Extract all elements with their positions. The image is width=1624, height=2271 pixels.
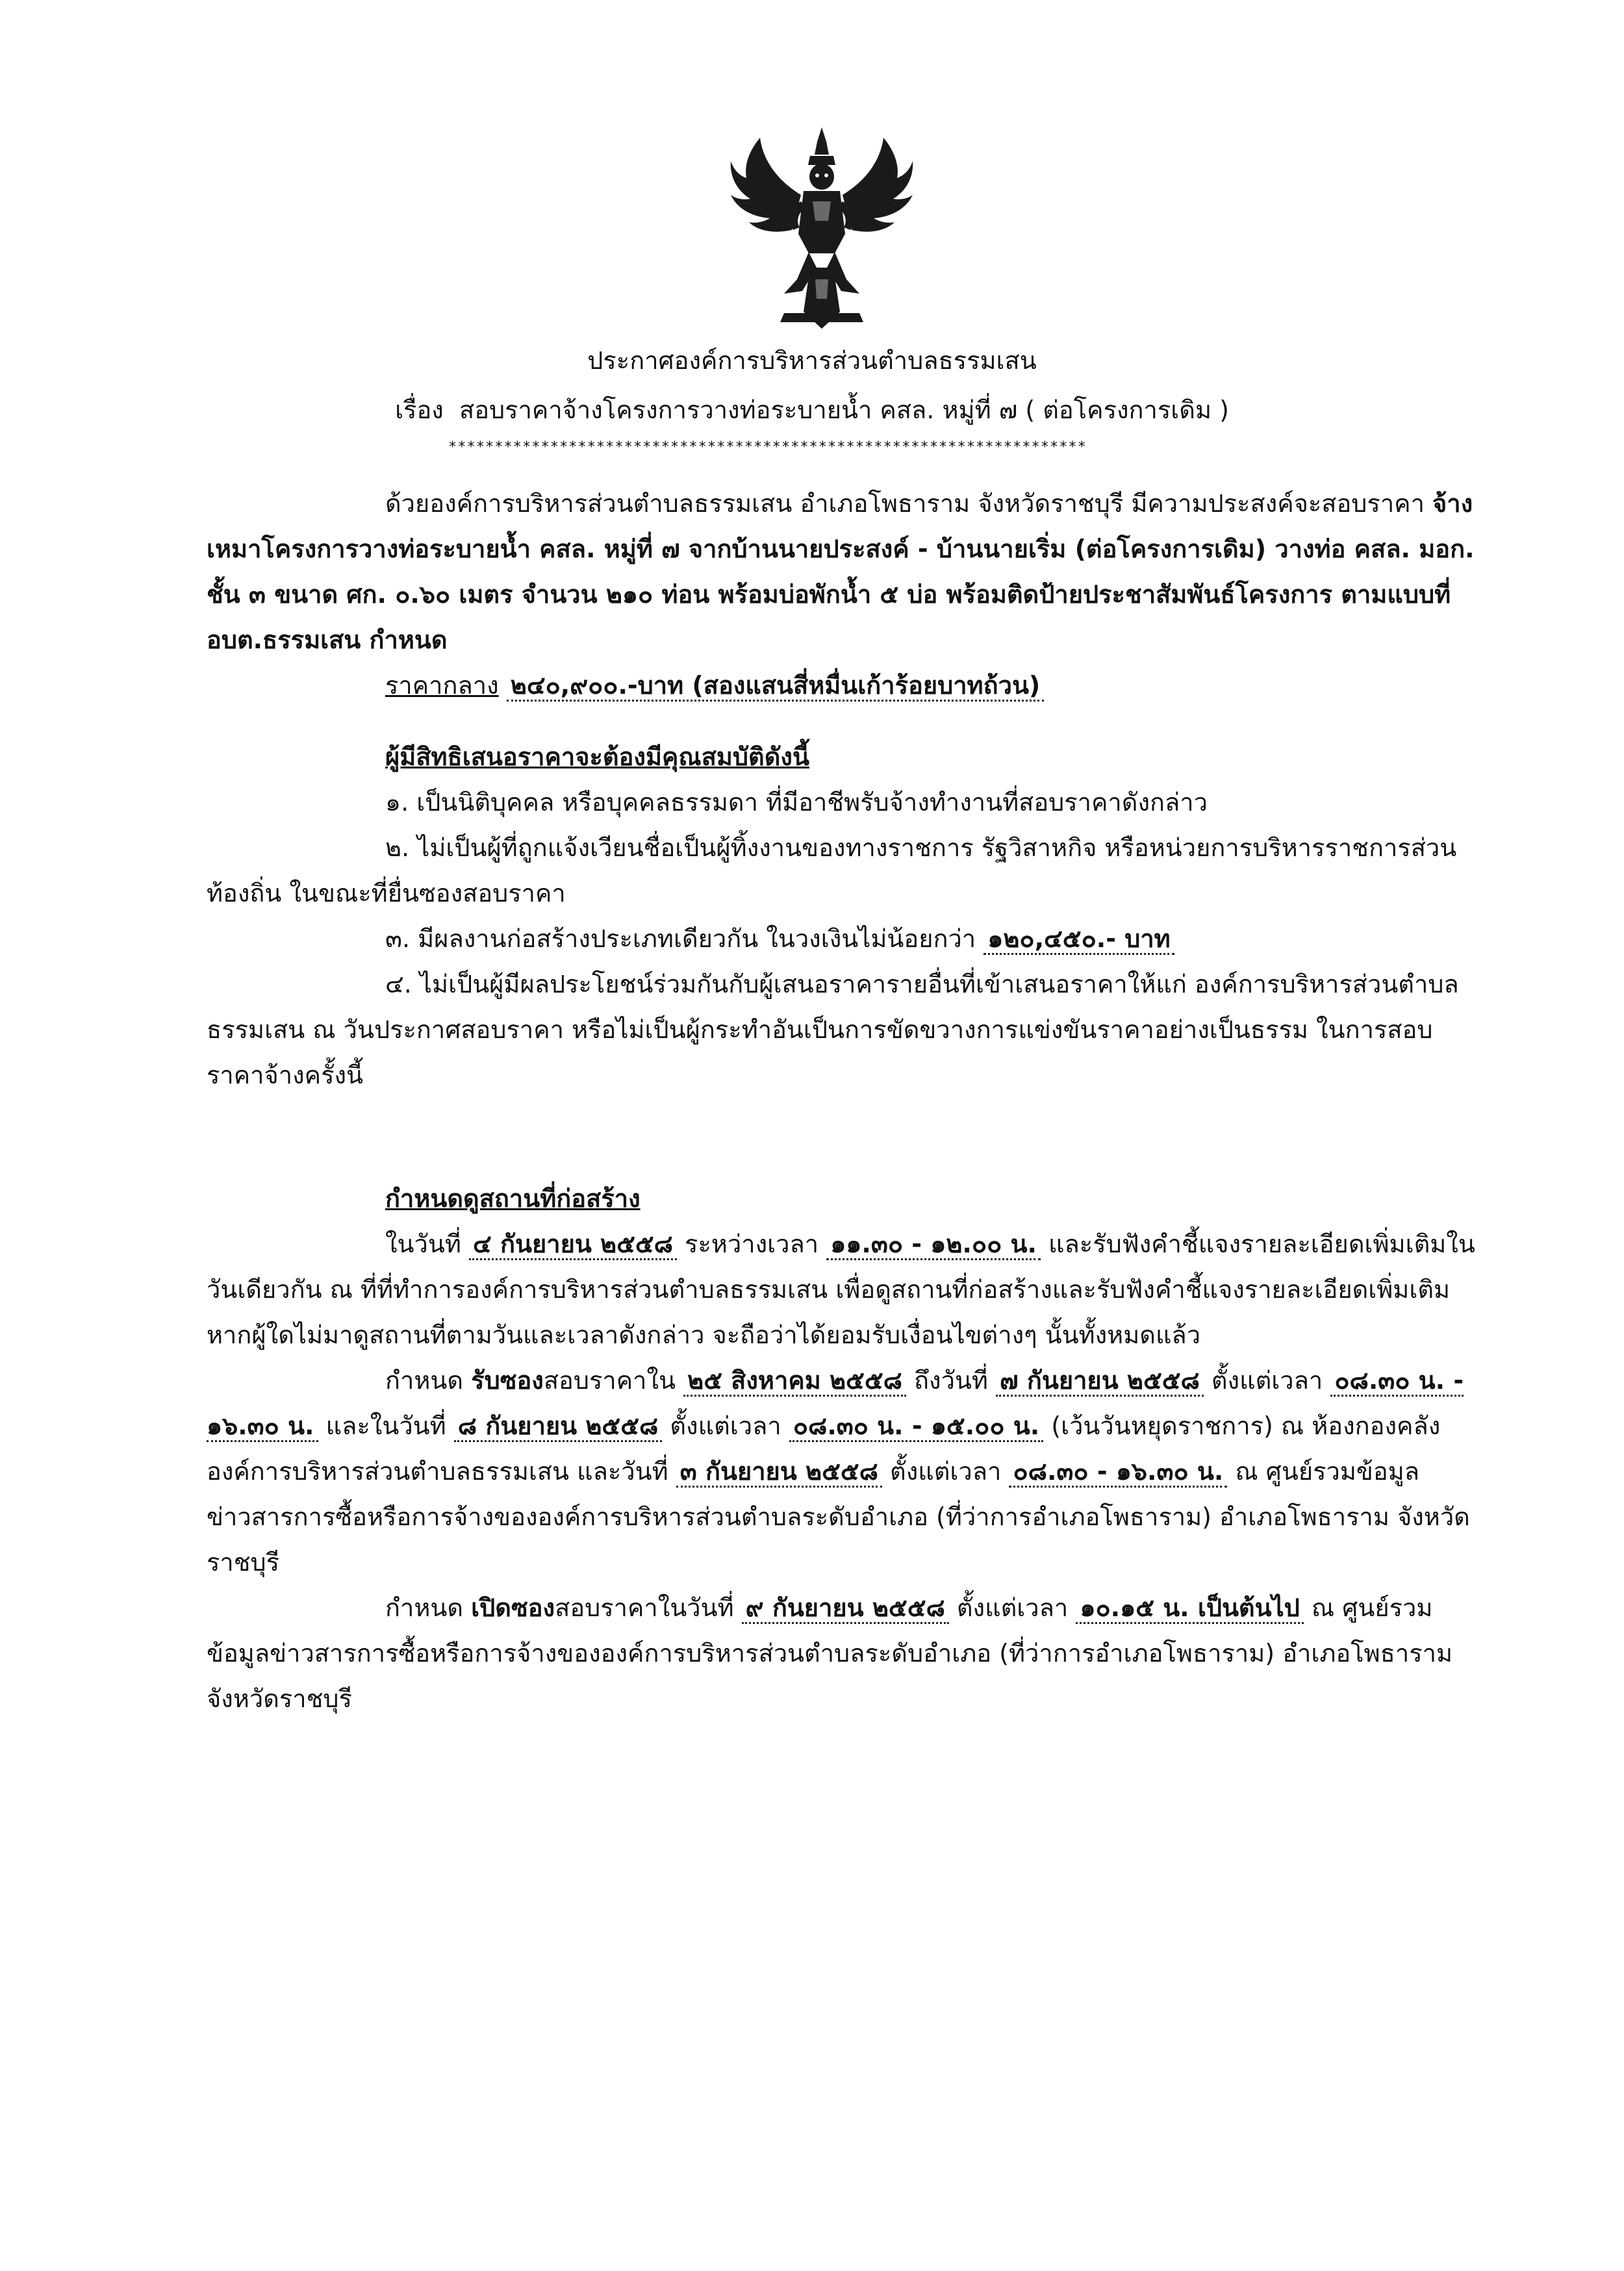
subject-text: สอบราคาจ้างโครงการวางท่อระบายน้ำ คสล. หมู่ที่ ๗ ( ต่อโครงการเดิม ) [459,396,1229,424]
project-description: จ้างเหมาโครงการวางท่อระบายน้ำ คสล. หมู่ที่ ๗ จากบ้านนายประสงค์ - บ้านนายเริ่ม (ต่อโครงการเดิม) วางท่อ คสล. มอก. ชั้น ๓ ขนาด ศก. ๐.๖๐ เมตร จำนวน ๒๑๐ ท่อน พร้อมบ่อพักน้ำ ๕ บ่อ พร้อมติดป้ายประชาสัมพันธ์โครงการ ตามแบบที่ อบต.ธรรมเสน กำหนด [207,489,1475,654]
opening-paragraph [207,1585,1481,1721]
qualification-item-3-value: ๑๒๐,๔๕๐.- บาท [983,924,1174,955]
site-visit-rest: และรับฟังคำชี้แจงรายละเอียดเพิ่มเติมในวันเดียวกัน ณ ที่ที่ทำการองค์การบริหารส่วนตำบลธรรมเสน เพื่อดูสถานที่ก่อสร้างและรับฟังคำชี้แจงรายละเอียดเพิ่มเติม หากผู้ใดไม่มาดูสถานที่ตามวันและเวลาดังกล่าว จะถือว่าได้ยอมรับเงื่อนไขต่างๆ นั้นทั้งหมดแล้ว [207,1230,1475,1349]
submission-time-3: ๐๘.๓๐ - ๑๖.๓๐ น. [1009,1457,1227,1488]
site-visit-section [207,1176,1481,1721]
submission-date-2: ๗ กันยายน ๒๕๕๘ [996,1366,1204,1397]
qualifications-heading: ผู้มีสิทธิเสนอราคาจะต้องมีคุณสมบัติดังนี้ [385,742,809,771]
submission-date-3: ๘ กันยายน ๒๕๕๘ [454,1412,663,1442]
qualification-item-4: ๔. ไม่เป็นผู้มีผลประโยชน์ร่วมกันกับผู้เสนอราคารายอื่นที่เข้าเสนอราคาให้แก่ องค์การบริหารส่วนตำบลธรรมเสน ณ วันประกาศสอบราคา หรือไม่เป็นผู้กระทำอันเป็นการขัดขวางการแข่งขันราคาอย่างเป็นธรรม ในการสอบราคาจ้างครั้งนี้ [207,970,1459,1089]
separator-line: ********************************************************************* [448,439,1087,455]
qualification-item-3-text: ๓. มีผลงานก่อสร้างประเภทเดียวกัน ในวงเงินไม่น้อยกว่า [385,924,976,953]
site-visit-heading: กำหนดดูสถานที่ก่อสร้าง [385,1184,641,1213]
qualification-item-3 [207,916,1481,961]
announcement-subject [0,394,1624,426]
submission-paragraph [207,1358,1481,1585]
site-visit-time: ๑๑.๓๐ - ๑๒.๐๐ น. [826,1230,1041,1260]
intro-lead: ด้วยองค์การบริหารส่วนตำบลธรรมเสน อำเภอโพธาราม จังหวัดราชบุรี มีความประสงค์จะสอบราคา [385,489,1425,518]
submission-t6: (เว้นวันหยุดราชการ) ณ ห้องกองคลัง องค์การบริหารส่วนตำบลธรรมเสน และวันที่ [207,1412,1441,1486]
submission-t2: ถึงวันที่ [914,1366,988,1395]
submission-lead: กำหนด [385,1366,464,1395]
submission-t4: และในวันที่ [325,1412,446,1440]
intro-paragraph [207,481,1481,663]
submission-t1: สอบราคาใน [543,1366,676,1395]
qualification-item-1: ๑. เป็นนิติบุคคล หรือบุคคลธรรมดา ที่มีอาชีพรับจ้างทำงานที่สอบราคาดังกล่าว [385,788,1208,817]
submission-time-1: ๐๘.๓๐ น. - ๑๖.๓๐ น. [207,1366,1464,1442]
submission-bold: รับซอง [471,1366,544,1395]
opening-lead: กำหนด [385,1593,464,1622]
intro-section [207,481,1481,1098]
submission-time-2: ๐๘.๓๐ น. - ๑๕.๐๐ น. [789,1412,1043,1442]
opening-bold: เปิดซอง [471,1593,555,1622]
median-price [207,663,1481,708]
site-visit-date: ๔ กันยายน ๒๕๕๘ [469,1230,677,1260]
median-price-label: ราคากลาง [385,671,499,700]
opening-t2: ตั้งแต่เวลา [956,1593,1069,1622]
opening-t3: ณ ศูนย์รวมข้อมูลข่าวสารการซื้อหรือการจ้างขององค์การบริหารส่วนตำบลระดับอำเภอ (ที่ว่าการอำเภอโพธาราม) อำเภอโพธาราม จังหวัดราชบุรี [207,1593,1453,1713]
garuda-emblem-icon [724,123,919,344]
opening-date: ๙ กันยายน ๒๕๕๘ [742,1593,949,1624]
announcement-title: ประกาศองค์การบริหารส่วนตำบลธรรมเสน [587,346,1037,375]
submission-t3: ตั้งแต่เวลา [1211,1366,1323,1395]
opening-time: ๑๐.๑๕ น. เป็นต้นไป [1076,1593,1303,1624]
site-visit-paragraph [207,1221,1481,1358]
site-visit-on-date-label: ในวันที่ [385,1230,461,1258]
submission-t7: ตั้งแต่เวลา [890,1457,1002,1486]
submission-date-1: ๒๕ สิงหาคม ๒๕๕๘ [683,1366,906,1397]
submission-t8: ณ ศูนย์รวมข้อมูลข่าวสารการซื้อหรือการจ้างขององค์การบริหารส่วนตำบลระดับอำเภอ (ที่ว่าการอำเภอโพธาราม) อำเภอโพธาราม จังหวัดราชบุรี [207,1457,1470,1577]
subject-label: เรื่อง [395,396,444,424]
submission-t5: ตั้งแต่เวลา [670,1412,781,1440]
qualification-item-2: ๒. ไม่เป็นผู้ที่ถูกแจ้งเวียนชื่อเป็นผู้ทิ้งงานของทางราชการ รัฐวิสาหกิจ หรือหน่วยการบริหารราชการส่วนท้องถิ่น ในขณะที่ยื่นซองสอบราคา [207,833,1457,907]
median-price-value: ๒๔๐,๙๐๐.-บาท (สองแสนสี่หมื่นเก้าร้อยบาทถ้วน) [507,671,1045,702]
opening-t1: สอบราคาในวันที่ [555,1593,734,1622]
submission-date-4: ๓ กันยายน ๒๕๕๘ [676,1457,882,1488]
site-visit-between-label: ระหว่างเวลา [685,1230,819,1258]
